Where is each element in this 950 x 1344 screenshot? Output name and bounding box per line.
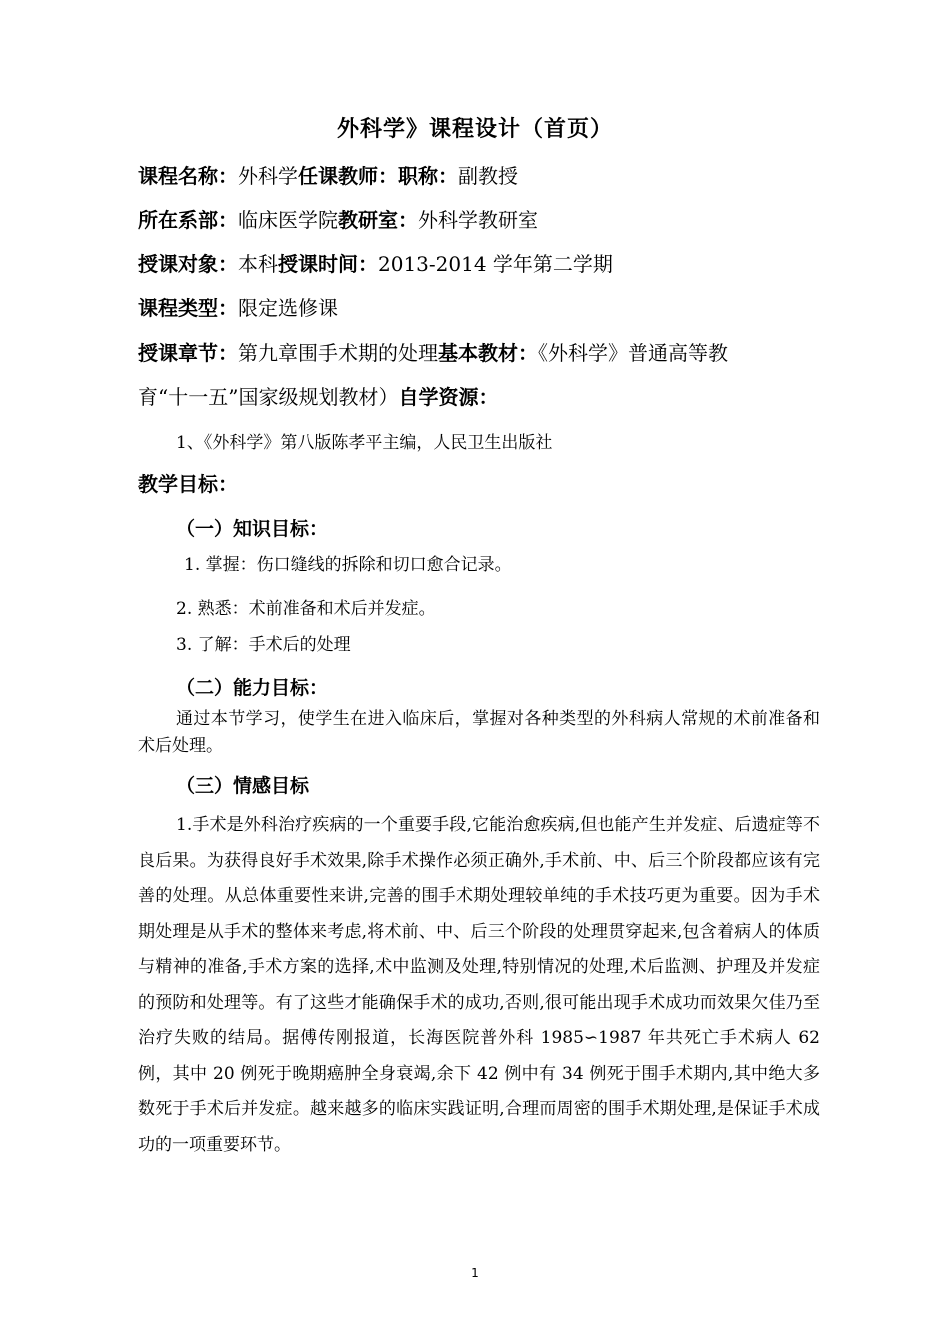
textbook-value-line2: 育“十一五”国家级规划教材） — [138, 385, 399, 409]
objectives-label: 教学目标： — [138, 472, 238, 496]
chapter-label: 授课章节： — [138, 341, 238, 365]
textbook-value-line1: 《外科学》普通高等教 — [538, 341, 728, 365]
textbook-continued-line — [138, 381, 498, 410]
course-name-value: 外科学 — [238, 164, 298, 188]
type-label: 课程类型： — [138, 296, 238, 320]
office-label: 教研室： — [338, 208, 418, 232]
rank-value: 副教授 — [458, 164, 518, 188]
audience-info-line — [138, 248, 613, 277]
objectives-heading — [138, 468, 238, 497]
course-info-line — [138, 160, 518, 189]
page-number: 1 — [471, 1266, 479, 1280]
audience-label: 授课对象： — [138, 252, 238, 276]
department-info-line — [138, 204, 538, 233]
chapter-info-line — [138, 337, 728, 366]
course-name-label: 课程名称： — [138, 164, 238, 188]
textbook-label: 基本教材： — [438, 341, 538, 365]
ability-heading: （二）能力目标： — [176, 677, 329, 699]
rank-label: 职称： — [398, 164, 458, 188]
time-value: 2013-2014 学年第二学期 — [378, 252, 613, 276]
teacher-label: 任课教师： — [298, 164, 398, 188]
knowledge-item: 1. 掌握：伤口缝线的拆除和切口愈合记录。 — [184, 555, 512, 575]
emotion-heading: （三）情感目标 — [176, 775, 310, 797]
department-value: 临床医学院 — [238, 208, 338, 232]
type-info-line — [138, 292, 338, 321]
audience-value: 本科 — [238, 252, 278, 276]
resources-label: 自学资源： — [398, 385, 499, 409]
type-value: 限定选修课 — [238, 296, 338, 320]
ability-text: 通过本节学习，使学生在进入临床后，掌握对各种类型的外科病人常规的术前准备和术后处理。 — [138, 709, 820, 756]
department-label: 所在系部： — [138, 208, 238, 232]
resource-item: 1、《外科学》第八版陈孝平主编，人民卫生出版社 — [176, 433, 553, 453]
office-value: 外科学教研室 — [418, 208, 538, 232]
knowledge-item: 2. 熟悉：术前准备和术后并发症。 — [176, 599, 436, 619]
knowledge-item: 3. 了解：手术后的处理 — [176, 635, 351, 655]
chapter-value: 第九章围手术期的处理 — [238, 341, 438, 365]
knowledge-heading: （一）知识目标： — [176, 518, 329, 540]
emotion-text: 1.手术是外科治疗疾病的一个重要手段,它能治愈疾病,但也能产生并发症、后遗症等不良后果。为获得良好手术效果,除手术操作必须正确外,手术前、中、后三个阶段都应该有完善的处理。从总体重要性来讲,完善的围手术期处理较单纯的手术技巧更为重要。因为手术期处理是从手术的整体来考虑,将术前、中、后三个阶段的处理贯穿起来,包含着病人的体质与精神的准备,手术方案的选择,术中监测及处理,特别情况的处理,术后监测、护理及并发症的预防和处理等。有了这些才能确保手术的成功,否则,很可能出现手术成功而效果欠佳乃至治疗失败的结局。据傅传刚报道，长海医院普外科 1985∽1987 年共死亡手术病人 62 例，其中 20 例死于晚期癌肿全身衰竭,余下 42 例中有 34 例死于围手术期内,其中绝大多数死于手术后并发症。越来越多的临床实践证明,合理而周密的围手术期处理,是保证手术成功的一项重要环节。 — [138, 815, 820, 1155]
document-title: 外科学》课程设计（首页） — [336, 117, 613, 142]
time-label: 授课时间： — [278, 252, 378, 276]
